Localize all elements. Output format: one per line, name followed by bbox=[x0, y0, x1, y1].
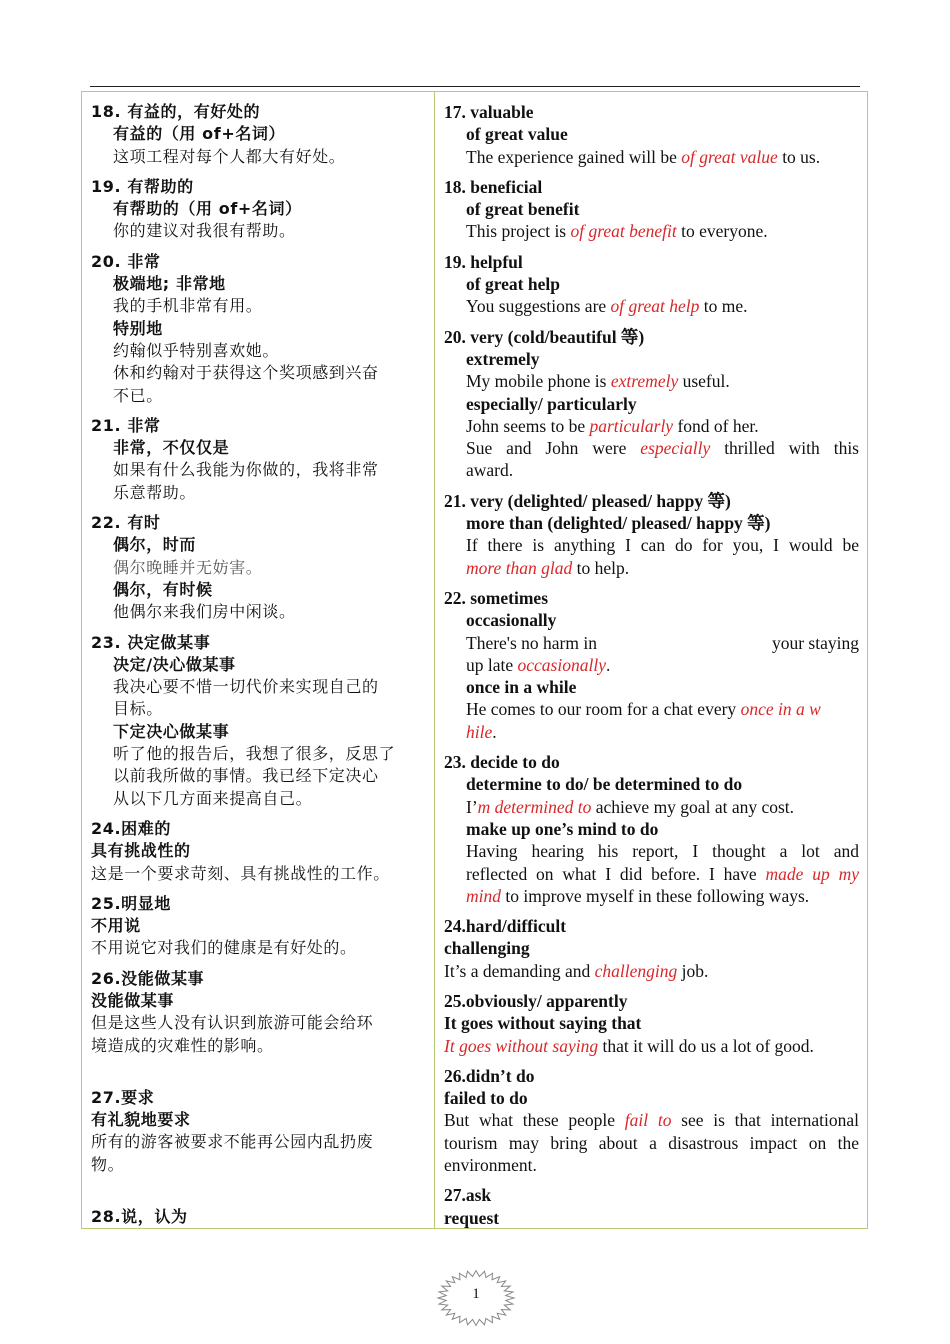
entry-example: 听了他的报告后，我想了很多，反思了 bbox=[113, 744, 396, 764]
entry-heading: 18. 有益的，有好处的 bbox=[91, 102, 261, 121]
entry-subheading: make up one’s mind to do bbox=[466, 818, 659, 839]
entry-subheading: challenging bbox=[444, 938, 530, 959]
example-text: to help. bbox=[572, 557, 630, 578]
entry-example: 所有的游客被要求不能再公园内乱扔废 bbox=[91, 1132, 374, 1152]
example-text: to me. bbox=[699, 296, 748, 317]
entry-subheading: 偶尔，时而 bbox=[113, 535, 197, 555]
example-text: John seems to be bbox=[466, 415, 590, 436]
entry-example: 如果有什么我能为你做的，我将非常 bbox=[113, 460, 379, 480]
entry-subheading: 不用说 bbox=[91, 916, 141, 936]
entry-heading: 22. 有时 bbox=[91, 513, 161, 533]
highlight-phrase: particularly bbox=[589, 415, 674, 436]
example-text: up late bbox=[466, 654, 518, 675]
highlight-phrase: challenging bbox=[594, 960, 678, 981]
entry-heading: 20. very (cold/beautiful 等) bbox=[444, 326, 645, 347]
entry-heading: 18. beneficial bbox=[444, 176, 543, 197]
example-text: useful. bbox=[678, 371, 730, 392]
entry-example: 以前我所做的事情。我已经下定决心 bbox=[113, 766, 379, 786]
entry-subheading: more than (delighted/ pleased/ happy 等) bbox=[466, 513, 771, 534]
entry-example: 不已。 bbox=[113, 385, 163, 405]
page-number-badge bbox=[436, 1269, 516, 1327]
entry-heading: 21. 非常 bbox=[91, 415, 161, 435]
entry-example: 物。 bbox=[91, 1154, 125, 1174]
entry-heading: 19. 有帮助的 bbox=[91, 176, 194, 196]
entry-example: Having hearing his report, I thought a lot and bbox=[466, 841, 859, 862]
example-text: . bbox=[605, 654, 611, 675]
entry-example: 从以下几方面来提高自己。 bbox=[113, 788, 313, 808]
entry-example bbox=[444, 1035, 859, 1057]
example-text: thrilled with this bbox=[710, 438, 859, 459]
highlight-phrase: hile bbox=[466, 721, 493, 742]
entry-subheading: occasionally bbox=[466, 610, 557, 631]
example-text: achieve my goal at any cost. bbox=[591, 796, 795, 817]
zh-entry-19 bbox=[91, 176, 426, 243]
highlight-phrase: more than glad bbox=[466, 557, 573, 578]
entry-heading: 19. helpful bbox=[444, 251, 523, 272]
entry-example: 他偶尔来我们房中闲谈。 bbox=[113, 602, 296, 622]
entry-heading: 25.obviously/ apparently bbox=[444, 990, 628, 1011]
entry-example bbox=[444, 960, 859, 982]
entry-example: 但是这些人没有认识到旅游可能会给环 bbox=[91, 1013, 374, 1033]
entry-example: 这是一个要求苛刻、具有挑战性的工作。 bbox=[91, 863, 390, 883]
entry-heading: 26.没能做某事 bbox=[91, 968, 205, 988]
entry-subheading: 极端地; 非常地 bbox=[113, 274, 226, 294]
entry-example: 休和约翰对于获得这个奖项感到兴奋 bbox=[113, 363, 379, 383]
entry-example: 不用说它对我们的健康是有好处的。 bbox=[91, 938, 357, 958]
example-text: He comes to our room for a chat every bbox=[466, 699, 741, 720]
example-text: I’ bbox=[466, 796, 478, 817]
english-column bbox=[435, 92, 867, 1228]
example-text: fond of her. bbox=[673, 415, 759, 436]
zh-entry-21 bbox=[91, 415, 426, 504]
example-text: The experience gained will be bbox=[466, 146, 682, 167]
entry-subheading: 有礼貌地要求 bbox=[91, 1110, 191, 1130]
zh-entry-22 bbox=[91, 512, 426, 623]
entry-example: If there is anything I can do for you, I would be bbox=[466, 535, 859, 556]
en-entry-21 bbox=[444, 490, 859, 579]
entry-example: tourism may bring about a disastrous impact on the bbox=[444, 1132, 859, 1153]
entry-example bbox=[444, 796, 859, 818]
zh-entry-26 bbox=[91, 968, 426, 1057]
entry-example bbox=[444, 370, 859, 392]
entry-example bbox=[444, 220, 859, 242]
example-text: to improve myself in these following ways. bbox=[501, 885, 810, 906]
entry-heading: 17. valuable bbox=[444, 102, 534, 122]
chinese-column bbox=[82, 92, 435, 1228]
entry-example: 境造成的灾难性的影响。 bbox=[91, 1035, 274, 1055]
entry-example: 你的建议对我很有帮助。 bbox=[113, 221, 296, 241]
entry-heading: 28.说，认为 bbox=[91, 1207, 188, 1227]
entry-heading: 21. very (delighted/ pleased/ happy 等) bbox=[444, 490, 731, 511]
example-text: reflected on what I did before. I have bbox=[466, 863, 766, 884]
en-entry-27 bbox=[444, 1184, 859, 1228]
entry-heading: 22. sometimes bbox=[444, 587, 549, 608]
entry-subheading: extremely bbox=[466, 348, 540, 369]
example-text: to everyone. bbox=[676, 221, 768, 242]
entry-example bbox=[444, 415, 859, 437]
zh-entry-27 bbox=[91, 1087, 426, 1176]
entry-subheading: 没能做某事 bbox=[91, 990, 175, 1010]
highlight-phrase: especially bbox=[640, 438, 711, 459]
example-text: You suggestions are bbox=[466, 296, 611, 317]
highlight-phrase: of great benefit bbox=[570, 221, 677, 242]
zh-entry-28 bbox=[91, 1206, 426, 1228]
entry-example: 我的手机非常有用。 bbox=[113, 296, 263, 316]
example-text: to us. bbox=[777, 146, 821, 167]
entry-subheading: It goes without saying that bbox=[444, 1013, 642, 1034]
example-text: This project is bbox=[466, 221, 571, 242]
page-number: 1 bbox=[472, 1286, 480, 1302]
entry-example bbox=[444, 885, 859, 907]
highlight-phrase: fail to bbox=[624, 1110, 672, 1131]
example-text: . bbox=[492, 721, 497, 742]
example-text: your staying bbox=[771, 632, 859, 653]
en-entry-17 bbox=[444, 101, 859, 168]
entry-subheading: 有帮助的（用 of+名词） bbox=[113, 199, 302, 219]
en-entry-18 bbox=[444, 176, 859, 243]
entry-example bbox=[444, 437, 859, 459]
header-rule bbox=[90, 86, 860, 87]
entry-subheading: request bbox=[444, 1207, 500, 1228]
entry-example: 我决心要不惜一切代价来实现自己的 bbox=[113, 677, 379, 697]
entry-subheading: determine to do/ be determined to do bbox=[466, 774, 743, 795]
entry-example bbox=[444, 146, 859, 168]
entry-example bbox=[444, 557, 859, 579]
entry-example bbox=[444, 295, 859, 317]
example-text: Sue and John were bbox=[466, 438, 641, 459]
entry-example: 约翰似乎特别喜欢她。 bbox=[113, 340, 280, 360]
example-text: job. bbox=[677, 960, 709, 981]
entry-heading: 23. 决定做某事 bbox=[91, 632, 211, 652]
entry-example bbox=[444, 1109, 859, 1131]
entry-example: 目标。 bbox=[113, 699, 163, 719]
entry-subheading: especially/ particularly bbox=[466, 393, 637, 414]
entry-subheading: once in a while bbox=[466, 677, 577, 698]
entry-example bbox=[444, 654, 859, 676]
spacer bbox=[91, 1065, 426, 1087]
entry-subheading: 偶尔，有时候 bbox=[113, 579, 213, 599]
zh-entry-20 bbox=[91, 251, 426, 407]
entry-heading: 24.hard/difficult bbox=[444, 916, 567, 937]
highlight-phrase: made up my bbox=[765, 863, 859, 884]
example-text: that it will do us a lot of good. bbox=[598, 1035, 814, 1056]
entry-heading: 26.didn’t do bbox=[444, 1065, 535, 1086]
zh-entry-25 bbox=[91, 893, 426, 960]
highlight-phrase: of great value bbox=[681, 146, 778, 167]
en-entry-23 bbox=[444, 751, 859, 907]
entry-subheading: 下定决心做某事 bbox=[113, 721, 230, 741]
en-entry-20 bbox=[444, 326, 859, 482]
example-text: It’s a demanding and bbox=[444, 960, 595, 981]
entry-heading: 23. decide to do bbox=[444, 752, 560, 773]
entry-subheading: failed to do bbox=[444, 1088, 528, 1109]
zh-entry-24 bbox=[91, 818, 426, 885]
entry-example bbox=[444, 863, 859, 885]
en-entry-24 bbox=[444, 915, 859, 982]
entry-example bbox=[444, 632, 859, 654]
en-entry-25 bbox=[444, 990, 859, 1057]
entry-example: award. bbox=[466, 460, 514, 481]
entry-subheading: of great help bbox=[466, 274, 560, 295]
highlight-phrase: of great help bbox=[610, 296, 700, 317]
en-entry-22 bbox=[444, 587, 859, 743]
entry-heading: 24.困难的 bbox=[91, 818, 171, 838]
highlight-phrase: m determined to bbox=[477, 796, 592, 817]
entry-subheading: of great value bbox=[466, 124, 568, 145]
entry-subheading: 特别地 bbox=[113, 318, 163, 338]
vocabulary-table bbox=[81, 91, 868, 1229]
example-text: see is that international bbox=[671, 1110, 860, 1131]
entry-example: environment. bbox=[444, 1155, 537, 1176]
highlight-phrase: extremely bbox=[610, 371, 679, 392]
highlight-phrase: It goes without saying bbox=[444, 1035, 599, 1056]
entry-subheading: 非常，不仅仅是 bbox=[113, 438, 230, 458]
entry-example bbox=[444, 721, 859, 743]
highlight-phrase: once in a w bbox=[740, 699, 821, 720]
entry-subheading: of great benefit bbox=[466, 199, 580, 220]
entry-subheading: 决定/决心做某事 bbox=[113, 654, 236, 674]
entry-example: 乐意帮助。 bbox=[113, 482, 197, 502]
entry-subheading: 具有挑战性的 bbox=[91, 841, 191, 861]
entry-heading: 25.明显地 bbox=[91, 893, 171, 913]
highlight-phrase: occasionally bbox=[517, 654, 606, 675]
example-text: My mobile phone is bbox=[466, 371, 611, 392]
zh-entry-18 bbox=[91, 101, 426, 168]
entry-example: 偶尔晚睡并无妨害。 bbox=[113, 557, 263, 577]
entry-heading: 27.ask bbox=[444, 1185, 492, 1206]
entry-heading: 27.要求 bbox=[91, 1087, 155, 1107]
example-text: There's no harm in bbox=[466, 632, 597, 653]
highlight-phrase: mind bbox=[466, 885, 501, 906]
entry-example: 这项工程对每个人都大有好处。 bbox=[113, 146, 346, 166]
en-entry-19 bbox=[444, 251, 859, 318]
entry-heading: 20. 非常 bbox=[91, 251, 161, 271]
en-entry-26 bbox=[444, 1065, 859, 1176]
spacer bbox=[91, 1184, 426, 1206]
example-text: But what these people bbox=[444, 1110, 625, 1131]
entry-subheading: 有益的（用 of+名词） bbox=[113, 124, 286, 144]
entry-example bbox=[444, 698, 859, 720]
zh-entry-23 bbox=[91, 632, 426, 810]
